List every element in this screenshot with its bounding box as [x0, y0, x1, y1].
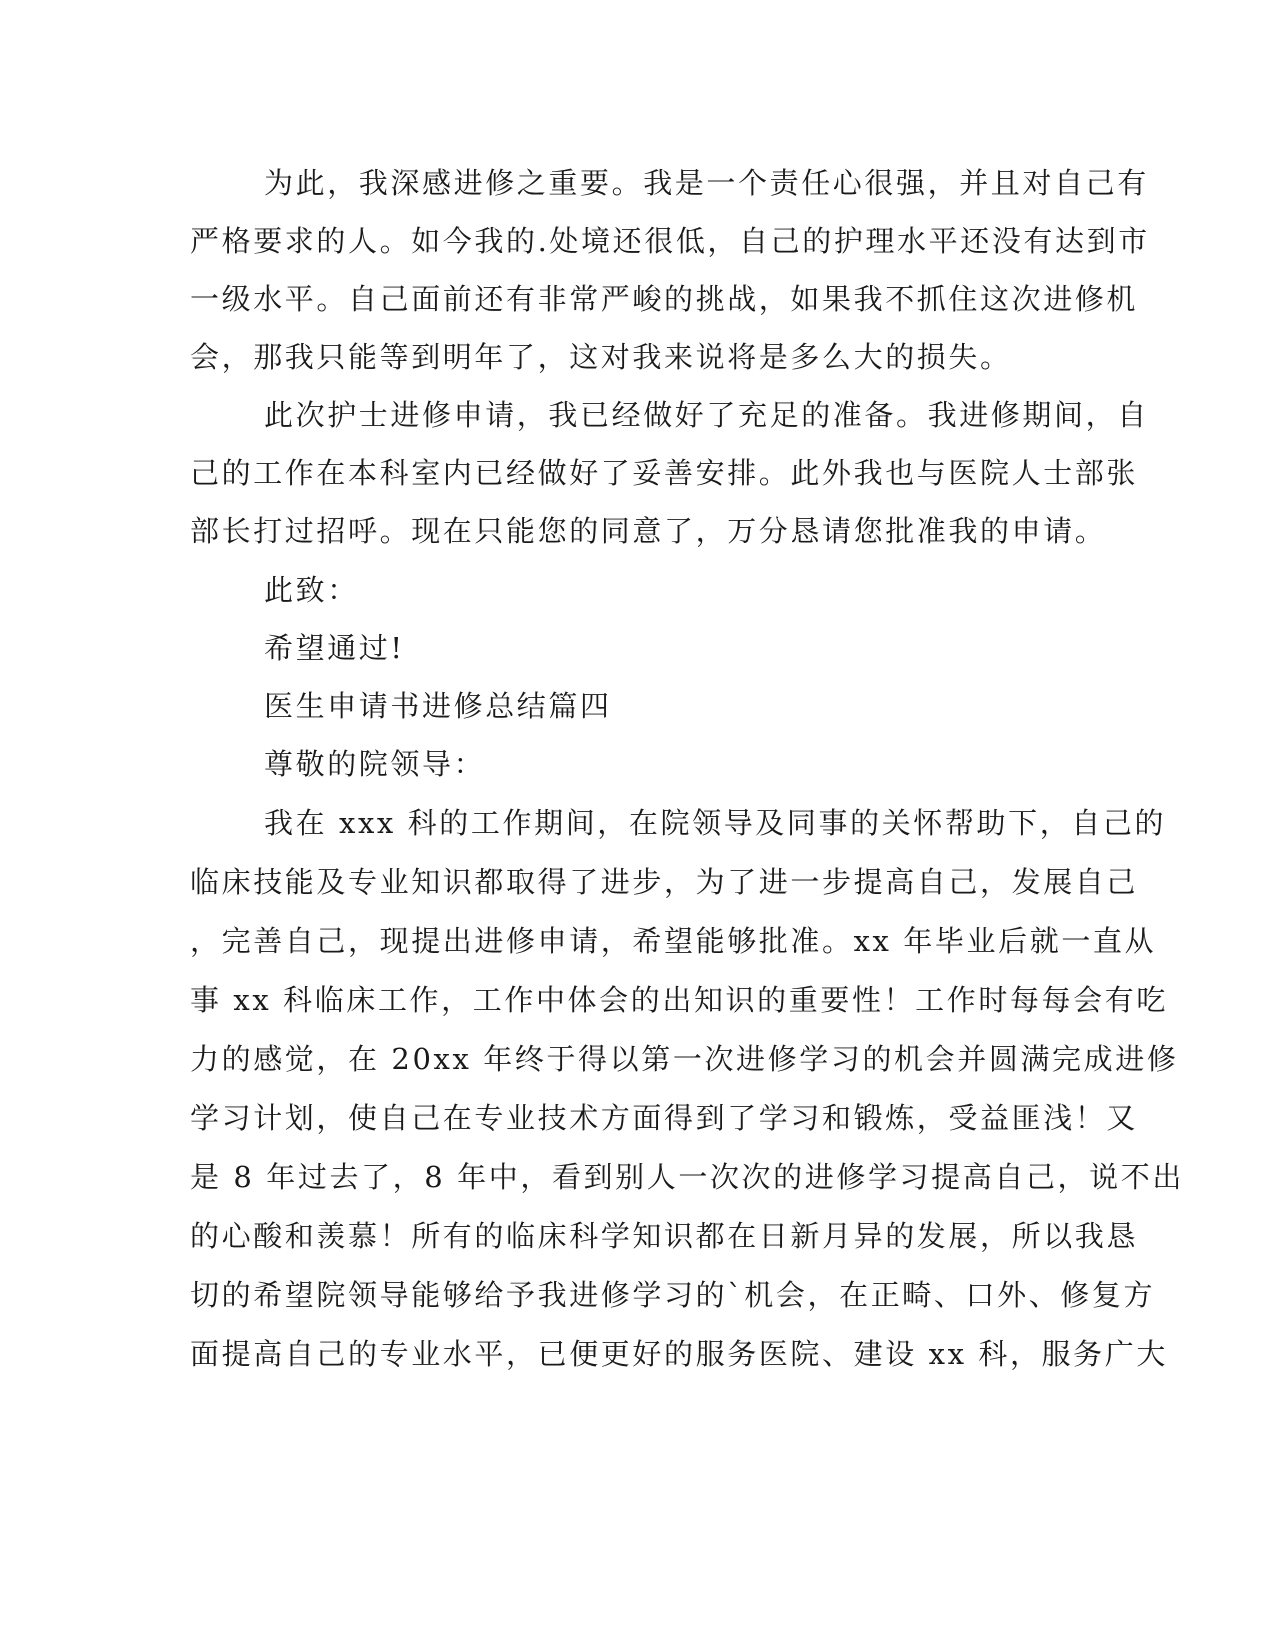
paragraph-line: 此次护士进修申请，我已经做好了充足的准备。我进修期间，自 [264, 398, 1149, 432]
paragraph-line: 事 xx 科临床工作，工作中体会的出知识的重要性！工作时每每会有吃 [190, 983, 1168, 1017]
paragraph-line: 会，那我只能等到明年了，这对我来说将是多么大的损失。 [190, 340, 1012, 374]
paragraph-line: 部长打过招呼。现在只能您的同意了，万分恳请您批准我的申请。 [190, 514, 1107, 548]
paragraph-line: 学习计划，使自己在专业技术方面得到了学习和锻炼，受益匪浅！又 [190, 1101, 1139, 1135]
letter-greeting: 尊敬的院领导： [264, 747, 486, 781]
paragraph-line: 面提高自己的专业水平，已便更好的服务医院、建设 xx 科，服务广大 [190, 1337, 1168, 1371]
paragraph-line: 力的感觉，在 20xx 年终于得以第一次进修学习的机会并圆满完成进修 [190, 1042, 1179, 1076]
paragraph-line: 严格要求的人。如今我的.处境还很低，自己的护理水平还没有达到市 [190, 224, 1150, 258]
paragraph-line: 切的希望院领导能够给予我进修学习的`机会，在正畸、口外、修复方 [190, 1278, 1156, 1312]
section-heading: 医生申请书进修总结篇四 [264, 689, 612, 723]
paragraph-line: 我在 xxx 科的工作期间，在院领导及同事的关怀帮助下，自己的 [264, 806, 1167, 840]
paragraph-line: 为此，我深感进修之重要。我是一个责任心很强，并且对自己有 [264, 166, 1149, 200]
paragraph-line: 是 8 年过去了，8 年中，看到别人一次次的进修学习提高自己，说不出 [190, 1160, 1184, 1194]
paragraph-line: 临床技能及专业知识都取得了进步，为了进一步提高自己，发展自己 [190, 865, 1139, 899]
closing-wish: 希望通过! [264, 631, 405, 665]
paragraph-line: 一级水平。自己面前还有非常严峻的挑战，如果我不抓住这次进修机 [190, 282, 1139, 316]
paragraph-line: ，完善自己，现提出进修申请，希望能够批准。xx 年毕业后就一直从 [190, 924, 1157, 958]
paragraph-line: 己的工作在本科室内已经做好了妥善安排。此外我也与医院人士部张 [190, 456, 1139, 490]
paragraph-line: 的心酸和羡慕！所有的临床科学知识都在日新月异的发展，所以我恳 [190, 1219, 1139, 1253]
closing-salutation: 此致： [264, 573, 359, 607]
